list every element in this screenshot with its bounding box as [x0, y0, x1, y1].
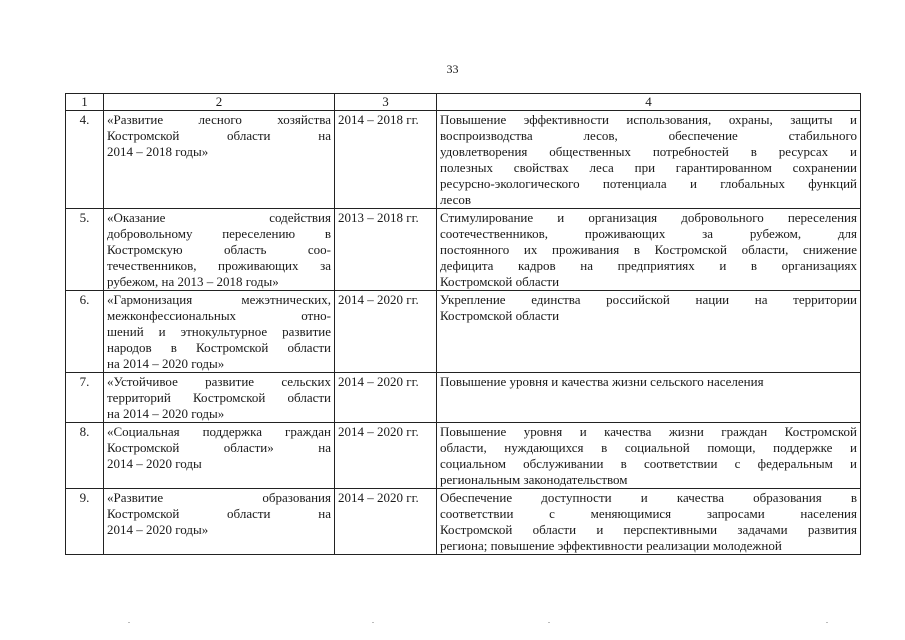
program-name-line: 2014 – 2018 годы» [107, 144, 209, 159]
program-name-line: «Устойчивое развитие сельских [107, 374, 331, 389]
program-name-line: «Социальная поддержка граждан [107, 424, 331, 439]
program-name-line: межконфессиональных отно- [107, 308, 331, 323]
program-name [104, 489, 335, 555]
program-name-line: «Развитие образования [107, 490, 331, 505]
program-name [104, 373, 335, 423]
program-goal-line: дефицита кадров на предприятиях и в организациях [440, 258, 857, 273]
program-name-line: «Гармонизация межэтнических, [107, 292, 331, 307]
row-number: 5. [66, 209, 104, 291]
program-goal-line: Костромской области [440, 308, 560, 323]
program-name-line: 2014 – 2020 годы» [107, 522, 209, 537]
program-goal-line: соотечественников, проживающих за рубежом, для [440, 226, 857, 241]
program-period: 2014 – 2020 гг. [335, 291, 437, 373]
table-row [66, 111, 861, 209]
program-name-line: народов в Костромской области [107, 340, 331, 355]
program-goal-line: лесов [440, 192, 471, 207]
program-goal-line: соответствии с меняющимися запросами населения [440, 506, 857, 521]
column-header-1: 1 [66, 94, 104, 111]
table-row [66, 373, 861, 423]
program-goal-line: Костромской области и перспективными задачами развития [440, 522, 857, 537]
program-name-line: «Развитие лесного хозяйства [107, 112, 331, 127]
program-goal-line: социальном обслуживании в соответствии с федеральным и [440, 456, 857, 471]
program-name [104, 209, 335, 291]
row-number: 8. [66, 423, 104, 489]
program-goal [437, 291, 861, 373]
program-goal-line: Повышение эффективности использования, охраны, защиты и [440, 112, 857, 127]
program-goal-line: удовлетворения общественных потребностей в ресурсах и [440, 144, 857, 159]
program-goal [437, 489, 861, 555]
table-row [66, 209, 861, 291]
program-name-line: рубежом, на 2013 – 2018 годы» [107, 274, 279, 289]
program-goal [437, 373, 861, 423]
program-goal-line: региона; повышение эффективности реализации молодежной [440, 538, 782, 553]
program-name-line: территорий Костромской области [107, 390, 331, 405]
column-header-2: 2 [104, 94, 335, 111]
program-period: 2013 – 2018 гг. [335, 209, 437, 291]
program-goal-line: Повышение уровня и качества жизни граждан Костромской [440, 424, 857, 439]
table-row [66, 489, 861, 555]
program-name-line: на 2014 – 2020 годы» [107, 406, 225, 421]
program-goal-line: области, нуждающихся в социальной помощи, поддержке и [440, 440, 857, 455]
program-name-line: на 2014 – 2020 годы» [107, 356, 225, 371]
row-number: 9. [66, 489, 104, 555]
program-goal-line: Обеспечение доступности и качества образования в [440, 490, 857, 505]
program-goal [437, 423, 861, 489]
program-name-line: шений и этнокультурное развитие [107, 324, 331, 339]
row-number: 4. [66, 111, 104, 209]
program-goal-line: Укрепление единства российской нации на территории [440, 292, 857, 307]
program-name-line: «Оказание содействия [107, 210, 331, 225]
program-goal-line: ресурсно-экологического потенциала и глобальных функций [440, 176, 857, 191]
program-goal-line: Повышение уровня и качества жизни сельского населения [440, 374, 764, 389]
program-period: 2014 – 2020 гг. [335, 489, 437, 555]
program-goal-line: Стимулирование и организация добровольного переселения [440, 210, 857, 225]
program-period: 2014 – 2020 гг. [335, 423, 437, 489]
program-name [104, 111, 335, 209]
program-name-line: Костромской области» на [107, 440, 331, 455]
table-row [66, 423, 861, 489]
column-header-4: 4 [437, 94, 861, 111]
program-goal [437, 209, 861, 291]
program-goal-line: постоянного их проживания в Костромской области, снижение [440, 242, 857, 257]
program-goal [437, 111, 861, 209]
page-number: 33 [446, 62, 459, 76]
program-name-line: 2014 – 2020 годы [107, 456, 202, 471]
row-number: 6. [66, 291, 104, 373]
program-name-line: добровольному переселению в [107, 226, 331, 241]
program-name-line: Костромской области на [107, 128, 331, 143]
table-header-row [66, 94, 861, 111]
program-period: 2014 – 2020 гг. [335, 373, 437, 423]
program-name [104, 423, 335, 489]
program-name-line: Костромской области на [107, 506, 331, 521]
column-header-3: 3 [335, 94, 437, 111]
row-number: 7. [66, 373, 104, 423]
program-name-line: течественников, проживающих за [107, 258, 331, 273]
program-goal-line: полезных свойствах леса при гарантированном сохранении [440, 160, 857, 175]
program-goal-line: воспроизводства лесов, обеспечение стабильного [440, 128, 857, 143]
scan-marks [0, 622, 905, 628]
program-name-line: Костромскую область соо- [107, 242, 331, 257]
program-name [104, 291, 335, 373]
program-goal-line: региональным законодательством [440, 472, 628, 487]
program-period: 2014 – 2018 гг. [335, 111, 437, 209]
programs-table [65, 93, 861, 555]
program-goal-line: Костромской области [440, 274, 560, 289]
table-row [66, 291, 861, 373]
